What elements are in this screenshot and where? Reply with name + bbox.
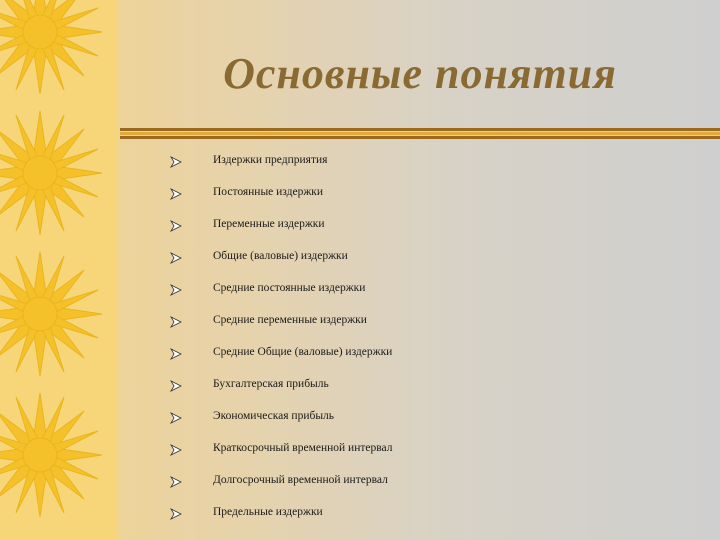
arrowhead-bullet-icon	[170, 476, 182, 488]
list-item	[168, 370, 688, 402]
list-item	[168, 402, 688, 434]
arrowhead-bullet-icon	[170, 444, 182, 456]
list-item	[168, 466, 688, 498]
list-item	[168, 274, 688, 306]
list-item	[168, 306, 688, 338]
list-item-label: Средние переменные издержки	[213, 314, 367, 326]
list-item	[168, 498, 688, 530]
list-item-label: Средние постоянные издержки	[213, 282, 366, 294]
left-decorative-band	[0, 0, 118, 540]
list-item-label: Экономическая прибыль	[213, 410, 335, 422]
list-item-label: Переменные издержки	[213, 218, 325, 230]
list-item-label: Бухгалтерская прибыль	[213, 378, 329, 390]
arrowhead-bullet-icon	[170, 284, 182, 296]
sun-icon	[0, 244, 118, 384]
sun-icon	[0, 103, 118, 243]
list-item-label: Предельные издержки	[213, 506, 323, 518]
list-item	[168, 338, 688, 370]
list-item-label: Долгосрочный временной интервал	[213, 474, 388, 486]
list-item	[168, 210, 688, 242]
arrowhead-bullet-icon	[170, 220, 182, 232]
arrowhead-bullet-icon	[170, 252, 182, 264]
arrowhead-bullet-icon	[170, 188, 182, 200]
list-item	[168, 242, 688, 274]
list-item-label: Краткосрочный временной интервал	[213, 442, 393, 454]
list-item-label: Издержки предприятия	[213, 154, 328, 166]
list-item	[168, 146, 688, 178]
arrowhead-bullet-icon	[170, 412, 182, 424]
sun-icon	[0, 385, 118, 525]
list-item	[168, 178, 688, 210]
double-rule-divider	[120, 125, 720, 143]
arrowhead-bullet-icon	[170, 508, 182, 520]
concept-list	[168, 146, 688, 530]
arrowhead-bullet-icon	[170, 156, 182, 168]
list-item-label: Постоянные издержки	[213, 186, 324, 198]
arrowhead-bullet-icon	[170, 316, 182, 328]
sun-icon	[0, 0, 118, 102]
arrowhead-bullet-icon	[170, 380, 182, 392]
list-item	[168, 434, 688, 466]
arrowhead-bullet-icon	[170, 348, 182, 360]
slide-title: Основные понятия	[223, 49, 617, 98]
list-item-label: Средние Общие (валовые) издержки	[213, 346, 393, 358]
list-item-label: Общие (валовые) издержки	[213, 250, 348, 262]
